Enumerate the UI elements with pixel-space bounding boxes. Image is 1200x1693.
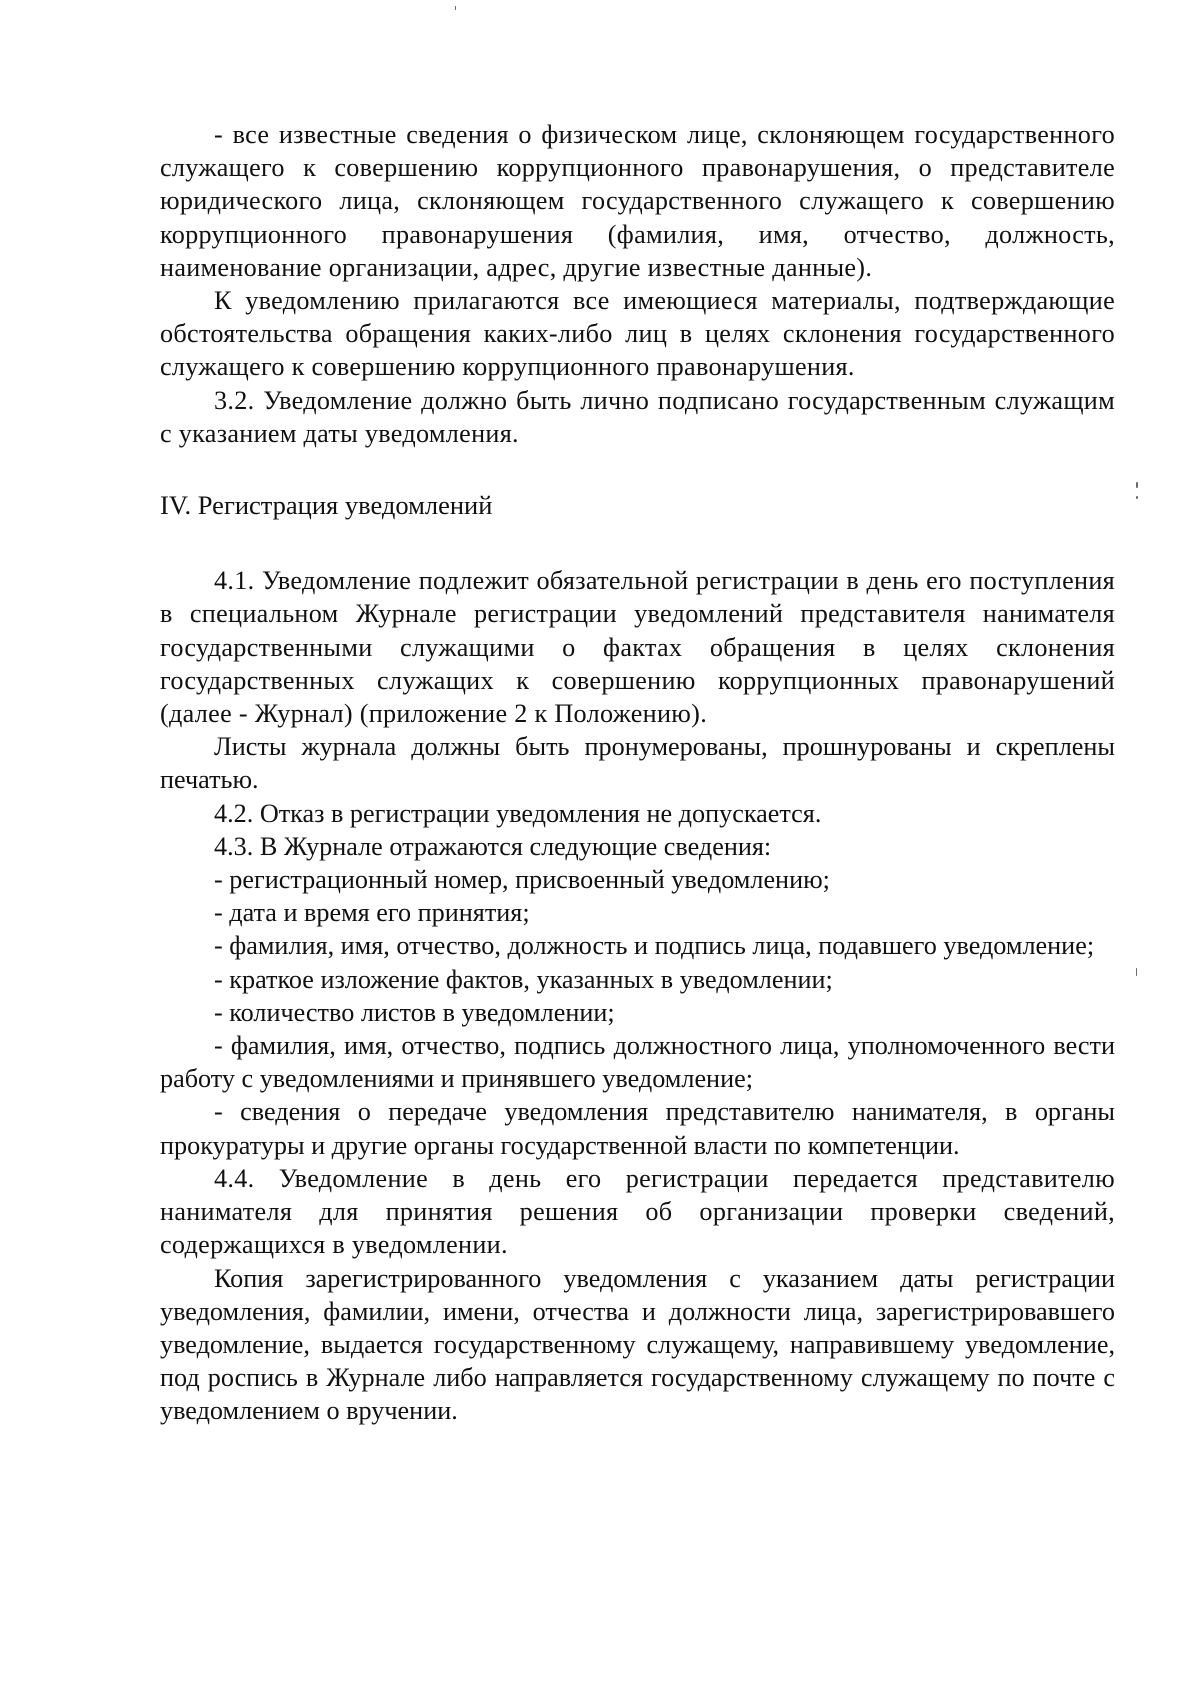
- list-item-sheet-count: - количество листов в уведомлении;: [214, 997, 615, 1027]
- list-item-summary: - краткое изложение фактов, указанных в уведомлении;: [214, 964, 833, 994]
- scan-mark: [1136, 482, 1138, 488]
- document-body: [160, 118, 1115, 1428]
- paragraph-known-info: - все известные сведения о физическом лице, склоняющем государственного служащего к совершению коррупционного правонарушения, о представителе юридического лица, склоняющем государственного служащего к совершению коррупционного правонарушения (фамилия, имя, отчество, должность, наименование организации, адрес, другие известные данные).: [160, 120, 1115, 282]
- paragraph-4-2: 4.2. Отказ в регистрации уведомления не допускается.: [214, 798, 822, 828]
- list-item-reg-number: - регистрационный номер, присвоенный уведомлению;: [214, 865, 830, 895]
- paragraph-3-2: 3.2. Уведомление должно быть лично подписано государственным служащим с указанием даты уведомления.: [160, 385, 1115, 448]
- section-heading: IV. Регистрация уведомлений: [160, 490, 493, 521]
- paragraph-copy: Копия зарегистрированного уведомления с указанием даты регистрации уведомления, фамилии, имени, отчества и должности лица, зарегистрировавшего уведомление, выдается государственному служащему, направившему уведомление, под роспись в Журнале либо направляется государственному служащему по почте с уведомлением о вручении.: [160, 1263, 1115, 1426]
- paragraph-4-1: 4.1. Уведомление подлежит обязательной регистрации в день его поступления в специальном Журнале регистрации уведомлений представителя нанимателя государственными служащими о фактах обращения в целях склонения государственных служащих к совершению коррупционных правонарушений (далее - Журнал) (приложение 2 к Положению).: [160, 566, 1115, 729]
- scan-mark: [1136, 968, 1137, 976]
- paragraph-4-4: 4.4. Уведомление в день его регистрации передается представителю нанимателя для принятия решения об организации проверки сведений, содержащихся в уведомлении.: [160, 1163, 1115, 1260]
- scan-mark: [1136, 496, 1138, 499]
- paragraph-4-3: 4.3. В Журнале отражаются следующие сведения:: [214, 831, 772, 861]
- list-item-official: - фамилия, имя, отчество, подпись должностного лица, уполномоченного вести работу с уведомлениями и принявшего уведомление;: [160, 1031, 1115, 1094]
- list-item-date-time: - дата и время его принятия;: [214, 898, 530, 928]
- paragraph-journal-sheets: Листы журнала должны быть пронумерованы, прошнурованы и скреплены печатью.: [160, 732, 1115, 795]
- list-item-transfer: - сведения о передаче уведомления представителю нанимателя, в органы прокуратуры и другие органы государственной власти по компетенции.: [160, 1097, 1115, 1160]
- list-item-submitter: - фамилия, имя, отчество, должность и подпись лица, подавшего уведомление;: [214, 931, 1095, 961]
- scan-mark: [455, 6, 456, 10]
- paragraph-attachments: К уведомлению прилагаются все имеющиеся материалы, подтверждающие обстоятельства обращения каких-либо лиц в целях склонения государственного служащего к совершению коррупционного правонарушения.: [160, 286, 1115, 382]
